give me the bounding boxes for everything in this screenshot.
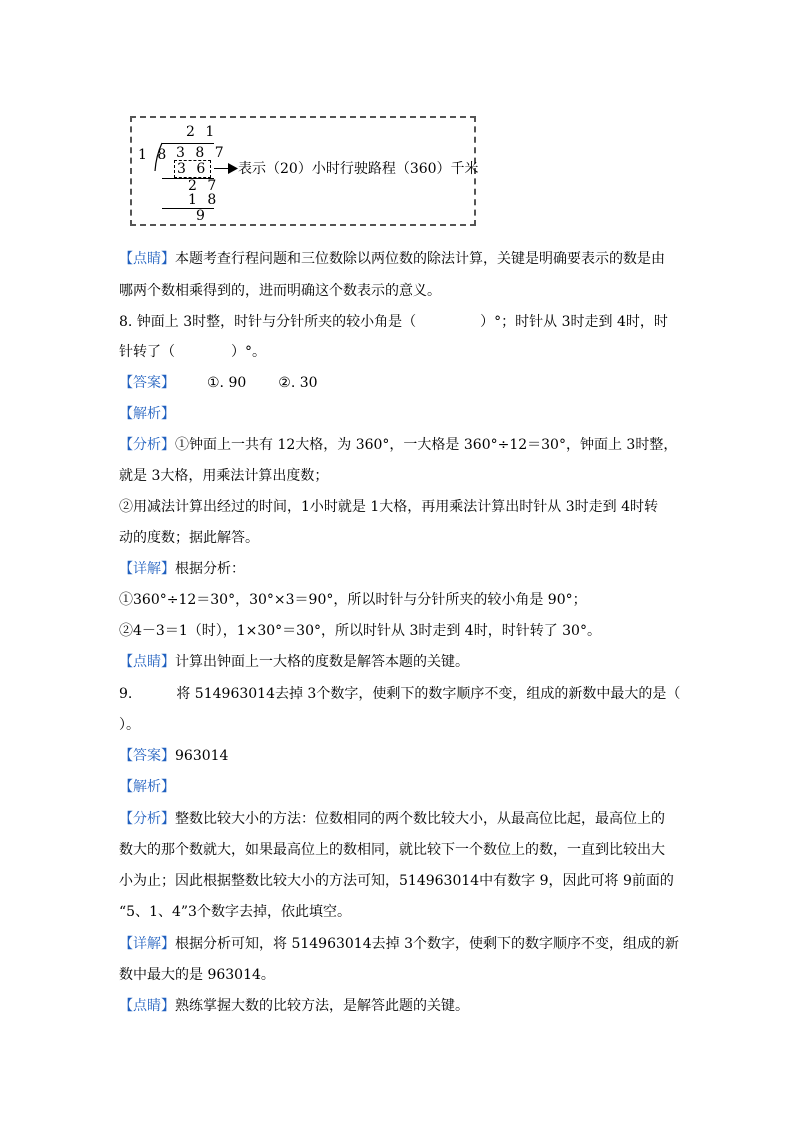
q9-answer-line — [119, 746, 228, 766]
q8-analysis-line-4 — [119, 528, 259, 548]
q8-text-b: ）°；时针从 3时走到 4时，时 — [480, 314, 668, 330]
q9-line-2 — [119, 715, 140, 735]
analysis-9-2: 数大的那个数就大，如果最高位上的数相同，就比较下一个数位上的数，一直到比较出大 — [119, 842, 665, 858]
detail-9-1: 根据分析可知，将 514963014去掉 3个数字，使剩下的数字顺序不变，组成的新 — [175, 936, 679, 952]
analysis-9-3: 小为止；因此根据整数比较大小的方法可知，514963014中有数字 9，因此可将 9前面的 — [119, 873, 674, 889]
q8-text-c: 针转了（ — [119, 344, 175, 360]
step1-remainder: 2 7 — [188, 178, 220, 194]
analysis-8-2: 就是 3大格，用乘法计算出度数； — [119, 468, 329, 484]
detail-tag: 【详解】 — [119, 561, 175, 577]
q8-analysis-line-3 — [119, 497, 658, 517]
long-division-figure — [130, 116, 479, 226]
tip-tag: 【点睛】 — [119, 251, 175, 267]
answer-9: 963014 — [175, 748, 229, 764]
q8-text-a: 8. 钟面上 3时整，时针与分针所夹的较小角是（ — [119, 314, 417, 330]
analysis-tag: 【分析】 — [119, 437, 175, 453]
detail-8-2: ②4－3＝1（时），1×30°＝30°，所以时针从 3时走到 4时，时针转了 30°。 — [119, 623, 601, 639]
tip-tag-8: 【点睛】 — [119, 654, 175, 670]
q8-text-d: ）°。 — [231, 344, 266, 360]
analysis-8-3: ②用减法计算出经过的时间，1小时就是 1大格，再用乘法计算出时针从 3时走到 4时转 — [119, 499, 658, 515]
explain-tag-9: 【解析】 — [119, 779, 175, 795]
answer-8-1: ①. 90 — [207, 375, 247, 391]
arrow-head-icon — [228, 163, 238, 174]
tip-line-1 — [119, 249, 665, 269]
q9-explain-line — [119, 777, 175, 797]
q9-line-1 — [119, 684, 680, 704]
tip-line-2 — [119, 281, 441, 301]
tip-8: 计算出钟面上一大格的度数是解答本题的关键。 — [175, 654, 469, 670]
analysis-8-1: ①钟面上一共有 12大格，为 360°，一大格是 360°÷12＝30°，钟面上 3时整， — [175, 437, 678, 453]
final-remainder: 9 — [196, 208, 208, 224]
q8-answer-line — [119, 373, 318, 393]
q8-analysis-line-2 — [119, 466, 328, 486]
q8-detail-line-2 — [119, 621, 601, 641]
quotient: 2 1 — [186, 124, 218, 140]
q9-text-b: ）。 — [119, 717, 140, 733]
detail-9-2: 数中最大的是 963014。 — [119, 967, 275, 983]
dividend: 3 8 7 — [176, 145, 227, 161]
answer-8-2: ②. 30 — [278, 375, 318, 391]
q9-detail-line-1 — [119, 934, 679, 954]
q8-analysis-line-1 — [119, 435, 677, 455]
analysis-9-1: 整数比较大小的方法：位数相同的两个数比较大小，从最高位比起，最高位上的 — [175, 811, 665, 827]
tip-9: 熟练掌握大数的比较方法，是解答此题的关键。 — [175, 998, 469, 1014]
q8-tip-line — [119, 652, 469, 672]
q9-analysis-line-1 — [119, 809, 665, 829]
q9-tip-line — [119, 996, 469, 1016]
analysis-tag-9: 【分析】 — [119, 811, 175, 827]
q8-explain-line — [119, 404, 175, 424]
q9-analysis-line-3 — [119, 871, 674, 891]
step2-product: 1 8 — [188, 192, 220, 208]
tip-tag-9: 【点睛】 — [119, 998, 175, 1014]
answer-tag: 【答案】 — [119, 375, 175, 391]
q9-analysis-line-4 — [119, 902, 351, 922]
answer-tag-9: 【答案】 — [119, 748, 175, 764]
detail-tag-9: 【详解】 — [119, 936, 175, 952]
analysis-8-4: 动的度数；据此解答。 — [119, 530, 259, 546]
q9-analysis-line-2 — [119, 840, 665, 860]
q8-line-1 — [119, 312, 668, 332]
q9-number: 9. — [119, 686, 133, 702]
explain-tag: 【解析】 — [119, 406, 175, 422]
step1-product: 3 6 — [174, 160, 211, 178]
q9-detail-line-2 — [119, 965, 275, 985]
q9-text-a: 将 514963014去掉 3个数字，使剩下的数字顺序不变，组成的新数中最大的是（ — [176, 686, 681, 702]
analysis-9-4: “5、1、4”3个数字去掉，依此填空。 — [119, 904, 351, 920]
detail-8-1: ①360°÷12＝30°，30°×3＝90°，所以时针与分针所夹的较小角是 90°； — [119, 592, 587, 608]
divisor: 1 8 — [138, 147, 170, 163]
division-bar — [162, 143, 214, 144]
figure-annotation: 表示（20）小时行驶路程（360）千米 — [238, 161, 479, 177]
tip-text-2: 哪两个数相乘得到的，进而明确这个数表示的意义。 — [119, 283, 441, 299]
q8-detail-line-0 — [119, 559, 245, 579]
tip-text-1: 本题考查行程问题和三位数除以两位数的除法计算，关键是明确要表示的数是由 — [175, 251, 665, 267]
detail-8-0: 根据分析： — [175, 561, 245, 577]
q8-line-2 — [119, 342, 266, 362]
q8-detail-line-1 — [119, 590, 587, 610]
